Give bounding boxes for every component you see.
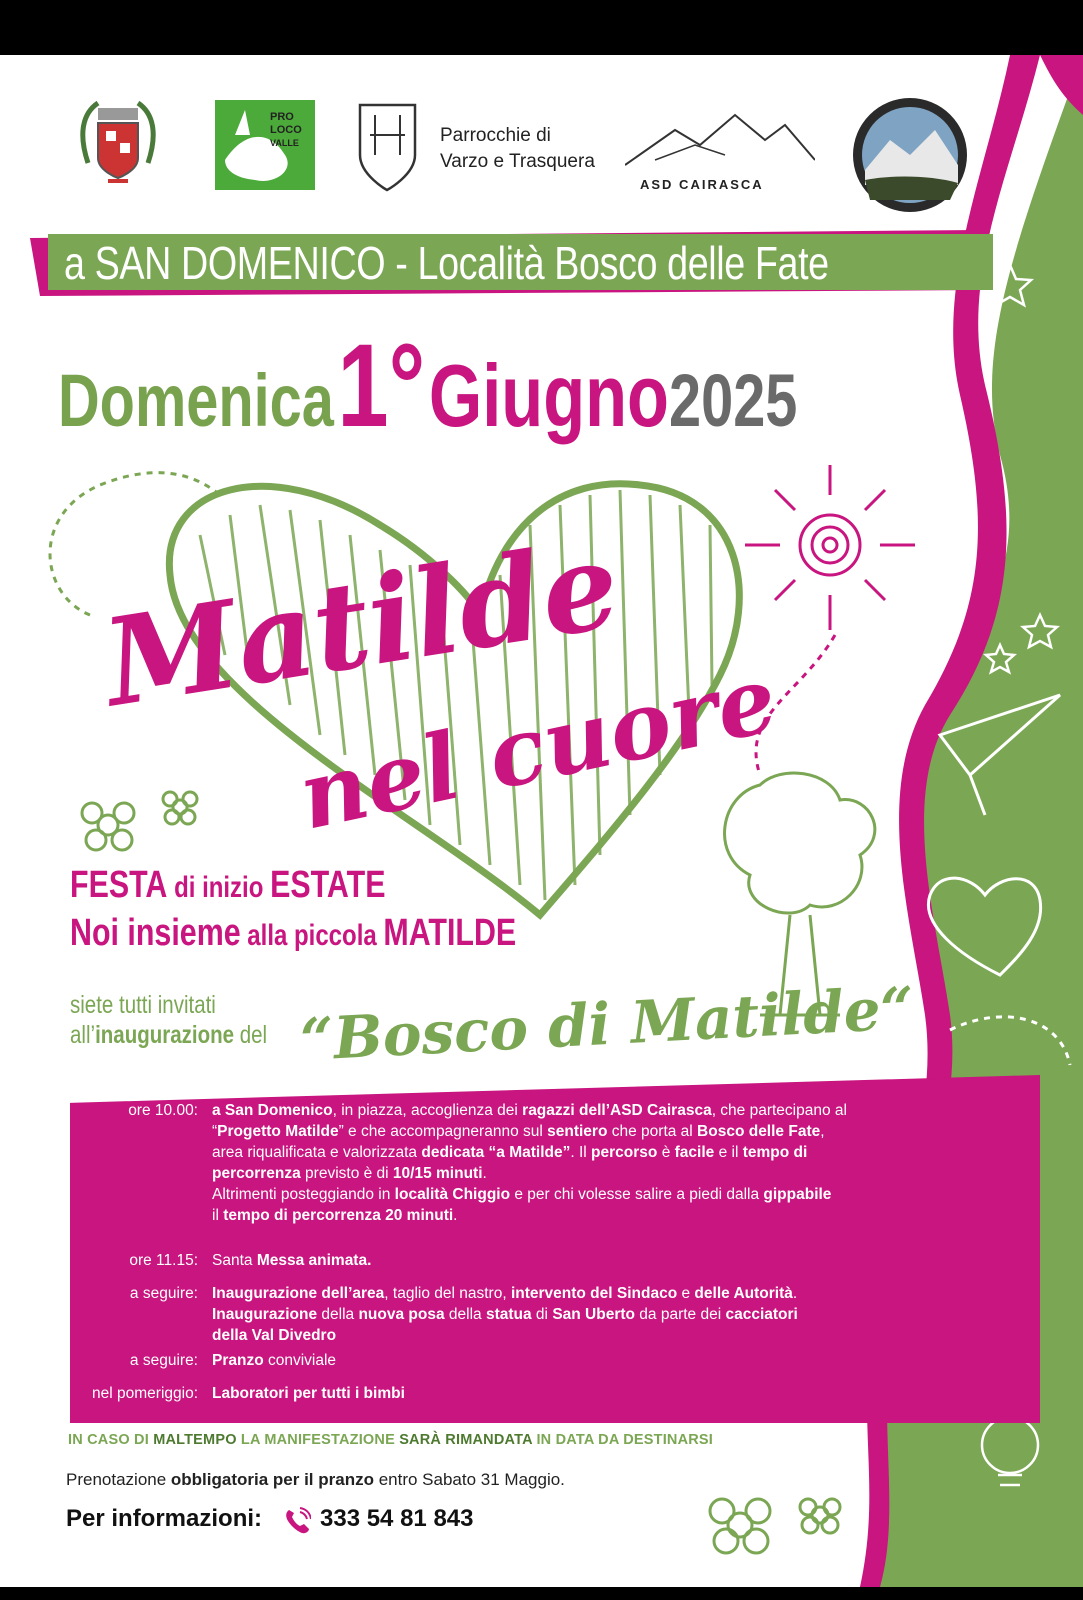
phone-number[interactable]: 333 54 81 843 [320, 1505, 474, 1532]
invite-text [70, 990, 267, 1050]
invite-all: all’ [70, 1021, 96, 1049]
svg-text:PRO: PRO [270, 111, 294, 123]
reservation-note [66, 1470, 565, 1490]
festa-noi: Noi insieme [70, 912, 241, 954]
sun-doodle-icon [745, 465, 915, 630]
program-text: a San Domenico, in piazza, accoglienza dei ragazzi dell’ASD Cairasca, che partecipano al “Progetto Matilde” e che accompagneranno sul sentiero che porta al Bosco delle Fate, area riqualificata e valorizzata dedicata “a Matilde”. Il percorso è facile e il tempo di percorrenza previsto è di 10/15 minuti. Altrimenti posteggiando in località Chiggio e per chi volesse salire a piedi dalla gippabile il tempo di percorrenza 20 minuti. [212, 1102, 847, 1224]
svg-text:VALLE: VALLE [270, 138, 299, 148]
event-date [58, 320, 798, 452]
coat-of-arms-icon [68, 93, 168, 193]
program-text: Laboratori per tutti i bimbi [212, 1385, 405, 1402]
svg-text:LOCO: LOCO [270, 124, 302, 136]
invite-inaugurazione: inaugurazione [95, 1021, 235, 1049]
cairasca-label: ASD CAIRASCA [640, 177, 764, 192]
festa-mid: di inizio [167, 871, 271, 904]
program-time: nel pomeriggio: [92, 1385, 198, 1402]
title-line-1: Matilde [95, 514, 629, 735]
parish-text [440, 123, 595, 175]
hunters-badge-icon [850, 95, 970, 215]
notice-part: IN DATA DA DESTINARSI [532, 1432, 714, 1448]
date-month: Giugno [428, 346, 669, 445]
invite-del: del [234, 1021, 268, 1049]
poster [0, 55, 1083, 1587]
program-time: ore 10.00: [128, 1102, 198, 1119]
festa-piccola: alla piccola [240, 919, 384, 952]
festa-word: FESTA [70, 864, 168, 906]
festa-matilde: MATILDE [383, 912, 517, 954]
notice-part: IN CASO DI [68, 1432, 154, 1448]
notice-maltempo: MALTEMPO [153, 1432, 237, 1448]
program-text: Pranzo conviviale [212, 1352, 337, 1369]
info-label: Per informazioni: [66, 1505, 263, 1532]
notice-part: LA MANIFESTAZIONE [236, 1432, 400, 1448]
banner-title: a SAN DOMENICO - Località Bosco delle Fate [64, 237, 829, 289]
parish-shield-icon [355, 95, 420, 195]
phone-icon [283, 1507, 311, 1535]
bosco-script-title: “Bosco di Matilde“ [298, 973, 916, 1075]
parish-line-1: Parrocchie di [440, 125, 551, 146]
date-year: 2025 [668, 359, 798, 442]
program-time: a seguire: [129, 1285, 198, 1302]
invite-line-1: siete tutti invitati [70, 991, 216, 1019]
parish-line-2: Varzo e Trasquera [440, 151, 595, 172]
program-text: Santa Messa animata. [212, 1252, 372, 1269]
notice-rimandata: SARÀ RIMANDATA [399, 1432, 533, 1448]
date-weekday: Domenica [58, 359, 334, 442]
festa-estate: ESTATE [270, 864, 386, 906]
title-line-2: nel cuore [290, 644, 786, 851]
reservation-part: Prenotazione [66, 1470, 171, 1489]
mountains-icon [625, 110, 815, 170]
reservation-part: entro Sabato 31 Maggio. [373, 1470, 565, 1489]
festa-subtitle [70, 865, 516, 961]
reservation-bold: obbligatoria per il pranzo [170, 1470, 374, 1489]
weather-notice [68, 1432, 713, 1448]
program-time: ore 11.15: [129, 1252, 198, 1269]
date-day: 1° [337, 320, 426, 452]
pro-loco-icon [215, 100, 315, 190]
program-text: Inaugurazione dell’area, taglio del nastro, intervento del Sindaco e delle Autorità. Inaugurazione della nuova posa della statua di San Uberto da parte dei cacciatori della Val Divedro [212, 1285, 798, 1344]
program-time: a seguire: [129, 1352, 198, 1369]
